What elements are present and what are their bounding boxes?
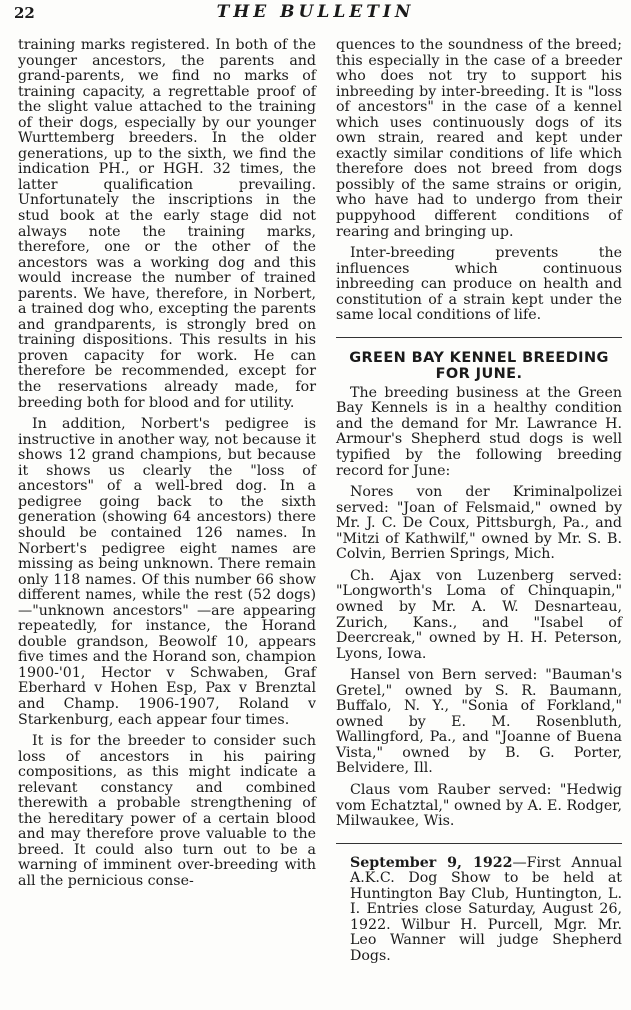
- section-divider: [336, 337, 622, 338]
- paragraph: Ch. Ajax von Luzenberg served: "Longworth's Loma of Chinquapin," owned by Mr. A. W. Desnarteau, Zurich, Kans., and "Isabel of Deercreak," owned by H. H. Peterson, Lyons, Iowa.: [336, 567, 622, 662]
- paragraph: training marks registered. In both of the younger ancestors, the parents and grand-parents, we find no marks of training capacity, a regrettable proof of the slight value attached to the training of their dogs, especially by our younger Wurttemberg breeders. In the older generations, up to the sixth, we find the indication PH., or HGH. 32 times, the latter qualification prevailing. Unfortunately the inscriptions in the stud book at the early stage did not always note the training marks, therefore, one or the other of the ancestors was a working dog and this would increase the number of trained parents. We have, therefore, in Norbert, a trained dog who, excepting the parents and grandparents, is strongly bred on training dispositions. This results in his proven capacity for work. He can therefore be recommended, except for the reservations already made, for breeding both for blood and for utility.: [18, 37, 316, 411]
- event-text: —First Annual A.K.C. Dog Show to be held at Huntington Bay Club, Huntington, L. I. Entries close Saturday, August 26, 1922. Wilbur H. Purcell, Mgr. Mr. Leo Wanner will judge Shepherd Dogs.: [350, 854, 623, 964]
- event-date: September 9, 1922: [350, 854, 513, 871]
- paragraph: Nores von der Kriminalpolizei served: "Joan of Felsmaid," owned by Mr. J. C. De Coux, Pittsburgh, Pa., and "Mitzi of Kathwilf," owned by Mr. S. B. Colvin, Berrien Springs, Mich.: [336, 484, 622, 563]
- paragraph: It is for the breeder to consider such loss of ancestors in his pairing compositions, as this might indicate a relevant constancy and combined therewith a probable strengthening of the hereditary power of a certain blood and may therefore prove valuable to the breed. It could also turn out to be a warning of imminent over-breeding with all the pernicious conse-: [18, 733, 316, 889]
- article-headline: GREEN BAY KENNEL BREEDING FOR JUNE.: [349, 349, 609, 382]
- page-number: 22: [14, 4, 35, 22]
- paragraph: Hansel von Bern served: "Bauman's Gretel," owned by S. R. Baumann, Buffalo, N. Y., "Sonia of Forkland," owned by E. M. Rosenbluth, Wallingford, Pa., and "Joanne of Buena Vista," owned by B. G. Porter, Belvidere, Ill.: [336, 667, 622, 777]
- right-column: [336, 38, 622, 970]
- paragraph: quences to the soundness of the breed; this especially in the case of a breeder who does not try to support his inbreeding by inter-breeding. It is "loss of ancestors" in the case of a kennel which uses continuously dogs of its own strain, reared and kept under exactly similar conditions of life which therefore does not breed from dogs possibly of the same strains or origin, who have had to undergo from their puppyhood different conditions of rearing and bringing up.: [336, 37, 622, 240]
- paragraph: The breeding business at the Green Bay Kennels is in a healthy condition and the demand for Mr. Lawrance H. Armour's Shepherd stud dogs is well typified by the following breeding record for June:: [336, 384, 622, 479]
- left-column: [18, 38, 316, 896]
- event-notice: [336, 856, 622, 965]
- section-divider: [336, 843, 622, 844]
- running-head: THE BULLETIN: [216, 2, 415, 22]
- paragraph: In addition, Norbert's pedigree is instructive in another way, not because it shows 12 grand champions, but because it shows us clearly the "loss of ancestors" of a well-bred dog. In a pedigree going back to the sixth generation (showing 64 ancestors) there should be contained 126 names. In Norbert's pedigree eight names are missing as being unknown. There remain only 118 names. Of this number 66 show different names, while the rest (52 dogs)—"unknown ancestors" —are appearing repeatedly, for instance, the Horand double grandson, Beowolf 10, appears five times and the Horand son, champion 1900-'01, Hector v Schwaben, Graf Eberhard v Hohen Esp, Pax v Brenztal and Champ. 1906-1907, Roland v Starkenburg, each appear four times.: [18, 416, 316, 728]
- paragraph: Claus vom Rauber served: "Hedwig vom Echatztal," owned by A. E. Rodger, Milwaukee, Wis.: [336, 781, 622, 830]
- paragraph: Inter-breeding prevents the influences which continuous inbreeding can produce on health and constitution of a strain kept under the same local conditions of life.: [336, 245, 622, 324]
